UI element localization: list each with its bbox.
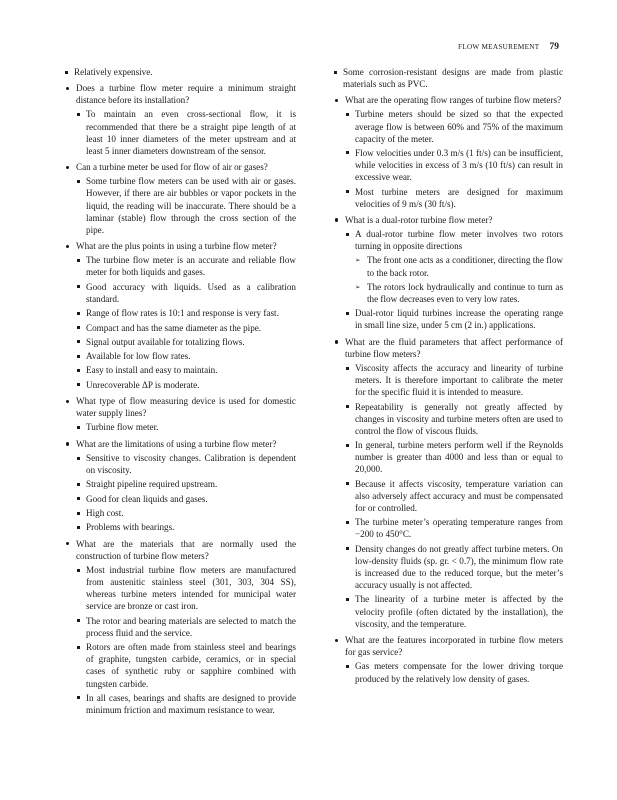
answer-item: The rotor and bearing materials are selected to match the process fluid and the service. bbox=[76, 615, 296, 639]
answer-item: Unrecoverable ΔP is moderate. bbox=[76, 379, 296, 391]
answer-item: Most turbine meters are designed for maximum velocities of 9 m/s (30 ft/s). bbox=[345, 186, 563, 210]
sub-answer-list bbox=[355, 254, 563, 305]
answer-item: Straight pipeline required upstream. bbox=[76, 478, 296, 490]
answer-item: Some turbine flow meters can be used with air or gases. However, if there are air bubbles or vapor pockets in the liquid, the reading will be inaccurate. There should be a laminar (stable) flow through the cross section of the pipe. bbox=[76, 175, 296, 236]
list-item: Some corrosion-resistant designs are made from plastic materials such as PVC. bbox=[333, 66, 563, 90]
answer-list bbox=[345, 108, 563, 209]
question-text: What are the operating flow ranges of turbine flow meters? bbox=[345, 95, 562, 106]
answer-item: Repeatability is generally not greatly affected by changes in viscosity and turbine meters often are used to control the flow of viscous fluids. bbox=[345, 401, 563, 437]
answer-list bbox=[76, 108, 296, 157]
question-list bbox=[333, 94, 563, 684]
question-text: Does a turbine flow meter require a minimum straight distance before its installation? bbox=[76, 83, 296, 106]
answer-item: Most industrial turbine flow meters are manufactured from austenitic stainless steel (301, 303, 304 SS), whereas turbine meters intended for municipal water service are bronze or cast iron. bbox=[76, 564, 296, 613]
answer-item: Turbine meters should be sized so that the expected average flow is between 60% and 75% of the maximum capacity of the meter. bbox=[345, 108, 563, 144]
answer-list bbox=[345, 660, 563, 684]
question-item bbox=[333, 214, 563, 332]
answer-item: Gas meters compensate for the lower driving torque produced by the relatively low density of gases. bbox=[345, 660, 563, 684]
answer-item: Sensitive to viscosity changes. Calibration is dependent on viscosity. bbox=[76, 452, 296, 476]
answer-list bbox=[76, 564, 296, 716]
list-item: Relatively expensive. bbox=[64, 66, 296, 78]
right-column bbox=[333, 66, 563, 689]
answer-item: Density changes do not greatly affect turbine meters. On low-density fluids (sp. gr. < 0.7), the minimum flow rate is increased due to the reduced torque, but the meter’s accuracy usually is not affected. bbox=[345, 543, 563, 592]
answer-list bbox=[76, 421, 296, 433]
question-list bbox=[64, 82, 296, 716]
answer-item: The turbine meter’s operating temperature ranges from −200 to 450°C. bbox=[345, 516, 563, 540]
continued-list bbox=[64, 66, 296, 78]
question-item bbox=[64, 240, 296, 391]
answer-item: Easy to install and easy to maintain. bbox=[76, 364, 296, 376]
answer-item: Turbine flow meter. bbox=[76, 421, 296, 433]
question-text: What are the limitations of using a turbine flow meter? bbox=[76, 438, 277, 449]
answer-item: Range of flow rates is 10:1 and response is very fast. bbox=[76, 307, 296, 319]
answer-item: Available for low flow rates. bbox=[76, 350, 296, 362]
answer-item: Dual-rotor liquid turbines increase the operating range in small line size, under 5 cm (2 in.) applications. bbox=[345, 307, 563, 331]
answer-item: Compact and has the same diameter as the pipe. bbox=[76, 322, 296, 334]
answer-list bbox=[76, 175, 296, 236]
left-column bbox=[64, 66, 296, 720]
answer-item: In all cases, bearings and shafts are designed to provide minimum friction and maximum resistance to wear. bbox=[76, 692, 296, 716]
question-item bbox=[64, 161, 296, 236]
question-text: What are the plus points in using a turbine flow meter? bbox=[76, 241, 277, 252]
answer-item: Good for clean liquids and gases. bbox=[76, 493, 296, 505]
answer-item: Problems with bearings. bbox=[76, 521, 296, 533]
question-text: What type of flow measuring device is used for domestic water supply lines? bbox=[76, 396, 296, 419]
question-item bbox=[64, 438, 296, 534]
question-text: What is a dual-rotor turbine flow meter? bbox=[345, 215, 493, 226]
sub-answer-item: ➢ The rotors lock hydraulically and continue to turn as the flow decreases even to very low rates. bbox=[355, 281, 563, 305]
question-item bbox=[333, 634, 563, 685]
question-item bbox=[333, 336, 563, 630]
answer-text: A dual-rotor turbine flow meter involves two rotors turning in opposite directions bbox=[355, 229, 563, 252]
answer-item: Signal output available for totalizing flows. bbox=[76, 336, 296, 348]
question-item bbox=[64, 538, 296, 716]
question-item bbox=[64, 82, 296, 157]
answer-item: Because it affects viscosity, temperature variation can also adversely affect accuracy and must be compensated for or controlled. bbox=[345, 478, 563, 514]
question-text: What are the materials that are normally used the construction of turbine flow meters? bbox=[76, 538, 296, 561]
answer-item: In general, turbine meters perform well if the Reynolds number is greater than 4000 and less than or equal to 20,000. bbox=[345, 439, 563, 475]
answer-item bbox=[345, 228, 563, 305]
answer-item: Viscosity affects the accuracy and linearity of turbine meters. It is therefore important to calibrate the meter for the specific fluid it is intended to measure. bbox=[345, 362, 563, 398]
answer-item: The linearity of a turbine meter is affected by the velocity profile (often dictated by the installation), the viscosity, and the temperature. bbox=[345, 593, 563, 629]
question-text: What are the features incorporated in turbine flow meters for gas service? bbox=[345, 635, 563, 658]
answer-item: Flow velocities under 0.3 m/s (1 ft/s) can be insufficient, while velocities in excess of 3 m/s (10 ft/s) can result in excessive wear. bbox=[345, 147, 563, 183]
continued-list bbox=[333, 66, 563, 90]
question-item bbox=[64, 395, 296, 433]
answer-item: Good accuracy with liquids. Used as a calibration standard. bbox=[76, 281, 296, 305]
answer-item: The turbine flow meter is an accurate and reliable flow meter for both liquids and gases. bbox=[76, 254, 296, 278]
answer-item: Rotors are often made from stainless steel and bearings of graphite, tungsten carbide, ceramics, or in special cases of synthetic ruby or sapphire combined with tungsten carbide. bbox=[76, 641, 296, 690]
page-number: 79 bbox=[549, 42, 559, 52]
running-header bbox=[458, 42, 559, 52]
answer-list bbox=[345, 228, 563, 331]
answer-list bbox=[76, 452, 296, 534]
sub-answer-item: ➢ The front one acts as a conditioner, directing the flow to the back rotor. bbox=[355, 254, 563, 278]
answer-list bbox=[76, 254, 296, 391]
answer-list bbox=[345, 362, 563, 630]
running-title: FLOW MEASUREMENT bbox=[457, 43, 540, 51]
question-text: What are the fluid parameters that affect performance of turbine flow meters? bbox=[345, 336, 563, 359]
answer-item: High cost. bbox=[76, 507, 296, 519]
question-text: Can a turbine meter be used for flow of air or gases? bbox=[76, 162, 268, 173]
question-item bbox=[333, 94, 563, 210]
answer-item: To maintain an even cross-sectional flow, it is recommended that there be a straight pipe length of at least 10 inner diameters of the meter upstream and at least 5 inner diameters downstream of the sensor. bbox=[76, 108, 296, 157]
